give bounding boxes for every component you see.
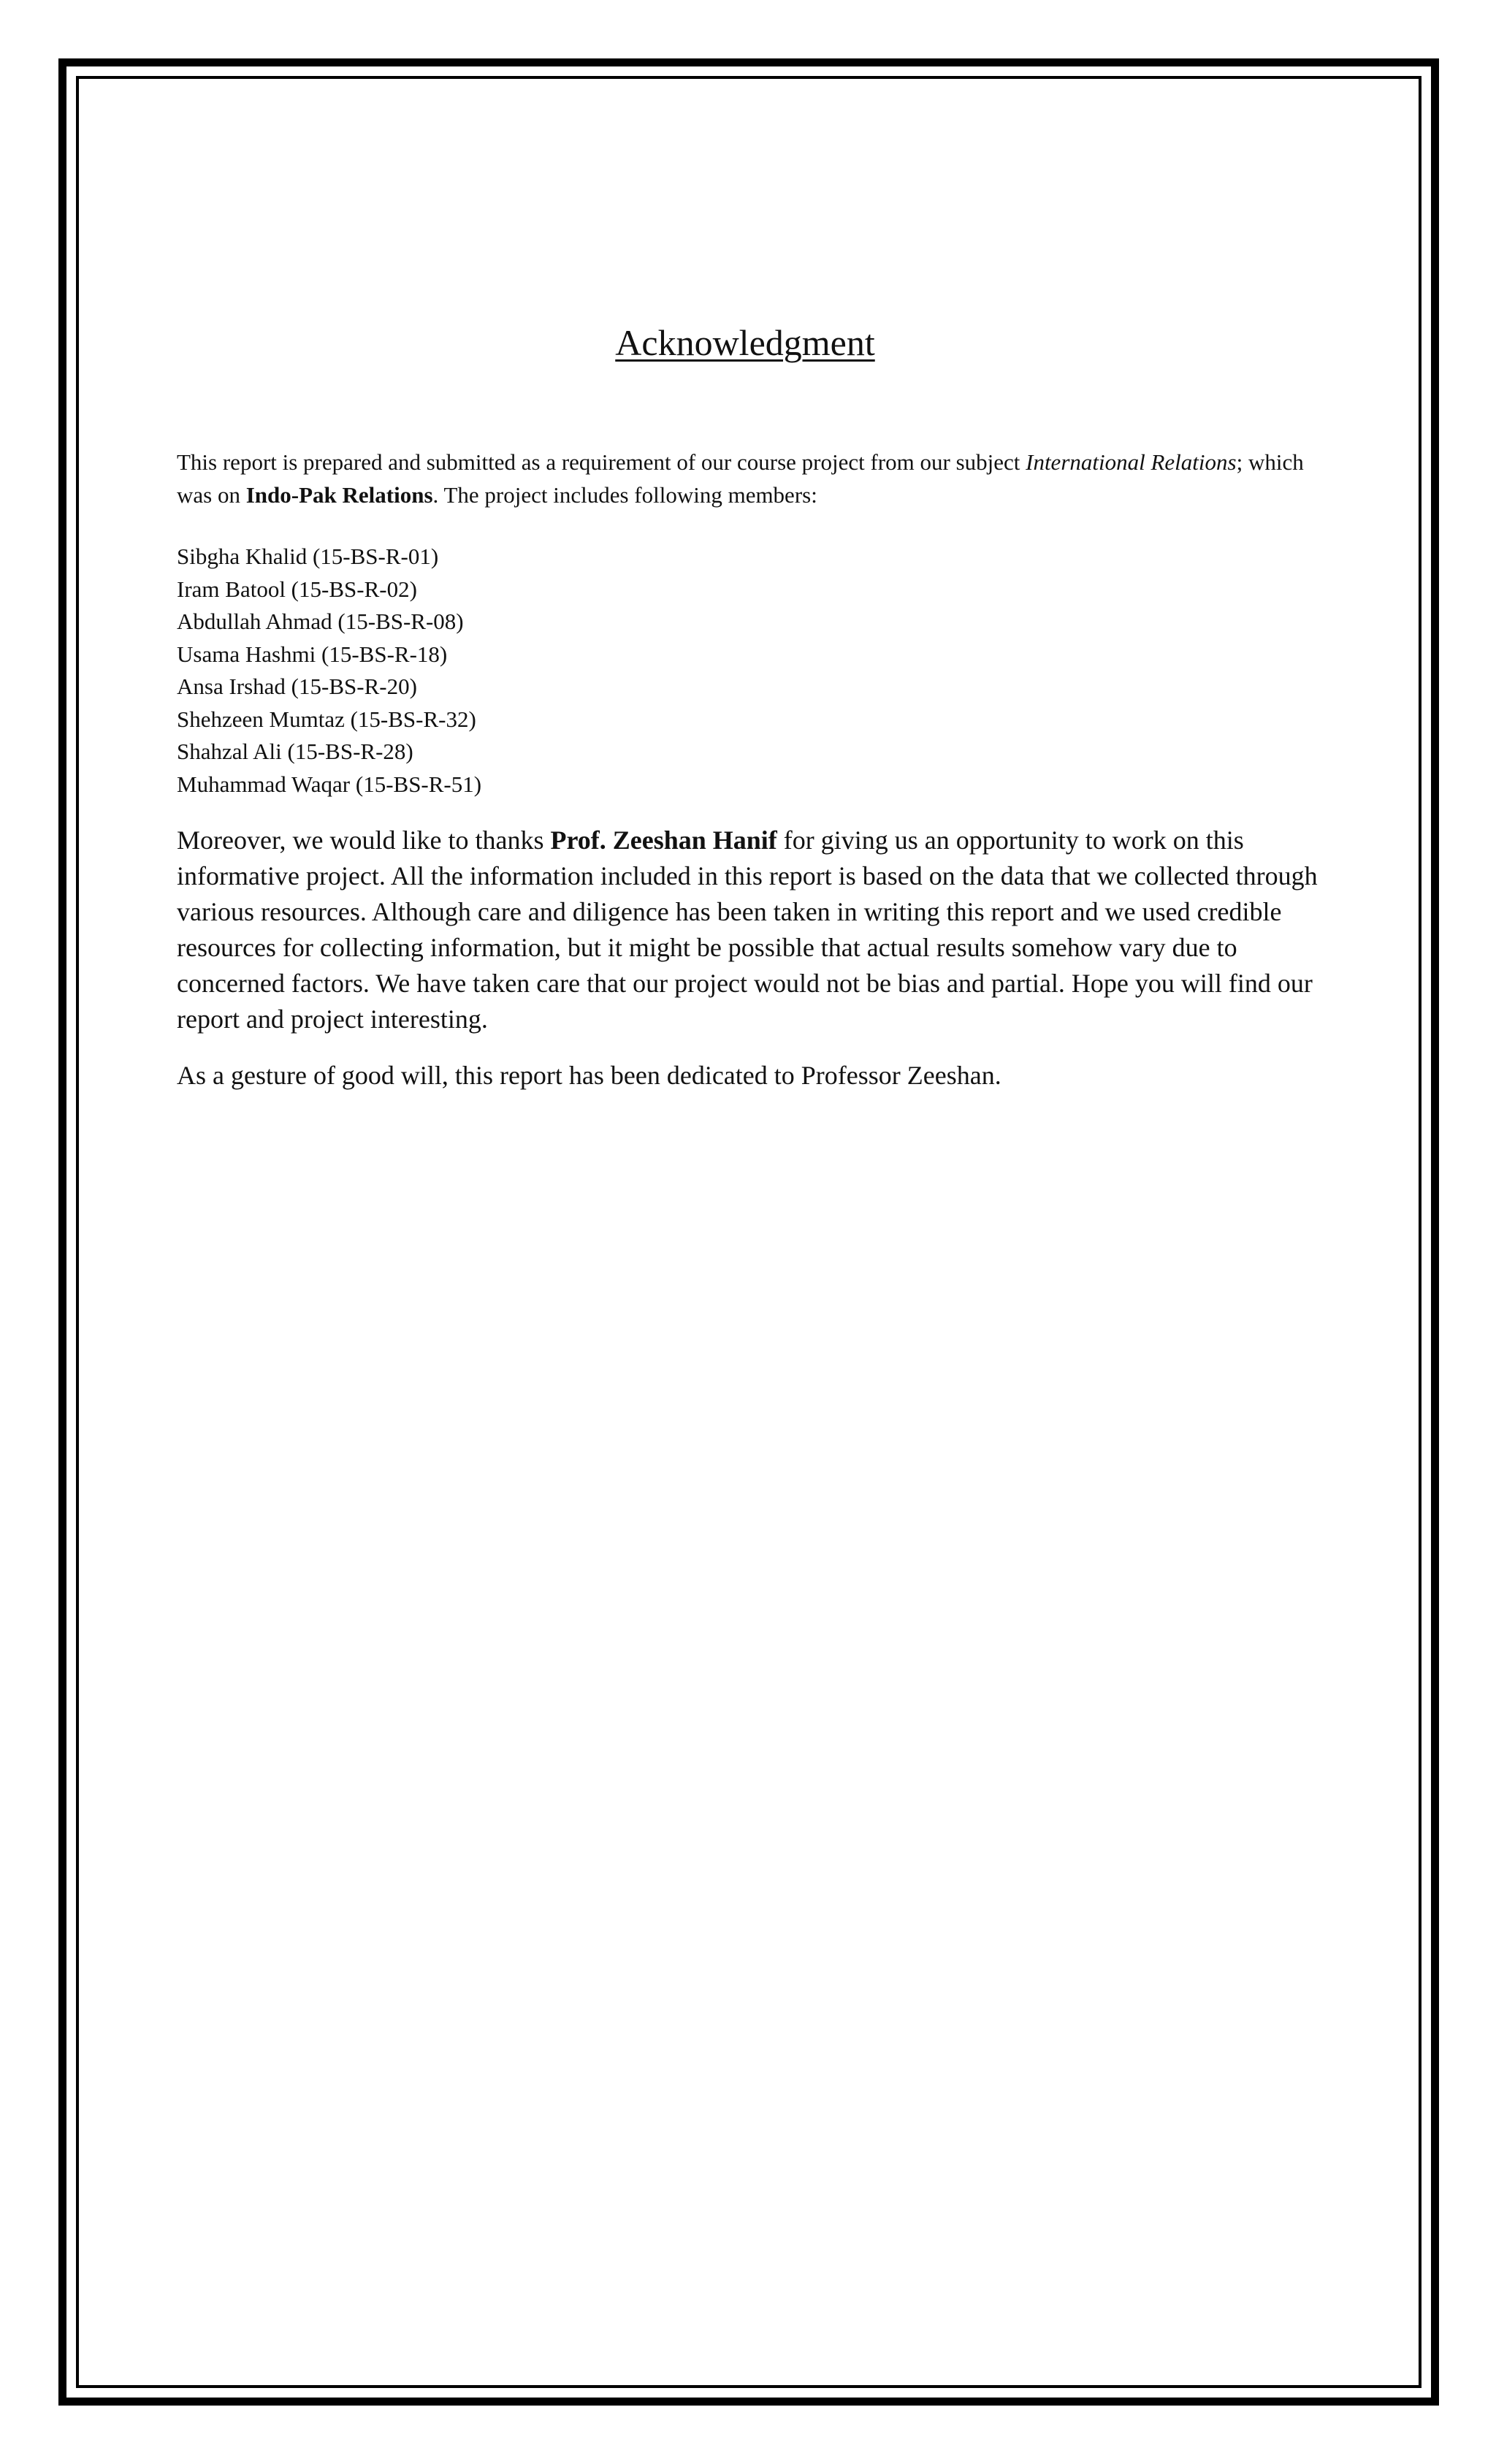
thanks-paragraph (177, 823, 1331, 1037)
thanks-text-2: for giving us an opportunity to work on this informative project. All the information included in this report is based on the data that we collected through various resources. Although care and diligence has been taken in writing this report and we used credible resources for collecting information, but it might be possible that actual results somehow vary due to concerned factors. We have taken care that our project would not be bias and partial. Hope you will find our report and project interesting. (177, 825, 1318, 1034)
member-item: Usama Hashmi (15-BS-R-18) (177, 641, 448, 667)
member-item: Muhammad Waqar (15-BS-R-51) (177, 771, 482, 797)
dedication-paragraph: As a gesture of good will, this report has been dedicated to Professor Zeeshan. (177, 1061, 1001, 1090)
thanks-text-1: Moreover, we would like to thanks (177, 825, 551, 855)
intro-text-1: This report is prepared and submitted as a requirement of our course project from our subject (177, 449, 1026, 475)
member-item: Abdullah Ahmad (15-BS-R-08) (177, 609, 464, 634)
intro-topic: Indo-Pak Relations (245, 482, 433, 508)
members-list (177, 541, 1331, 801)
page-title: Acknowledgment (615, 322, 875, 363)
member-item: Shehzeen Mumtaz (15-BS-R-32) (177, 706, 476, 732)
professor-name: Prof. Zeeshan Hanif (550, 825, 777, 855)
intro-subject: International Relations (1026, 449, 1237, 475)
member-item: Ansa Irshad (15-BS-R-20) (177, 674, 417, 699)
member-item: Shahzal Ali (15-BS-R-28) (177, 739, 413, 764)
intro-text-2: ; which was on (177, 449, 1304, 508)
member-item: Iram Batool (15-BS-R-02) (177, 576, 417, 602)
member-item: Sibgha Khalid (15-BS-R-01) (177, 543, 439, 569)
document-body (177, 321, 1331, 1114)
intro-text-3: . The project includes following members: (432, 482, 817, 508)
intro-paragraph (177, 446, 1331, 511)
